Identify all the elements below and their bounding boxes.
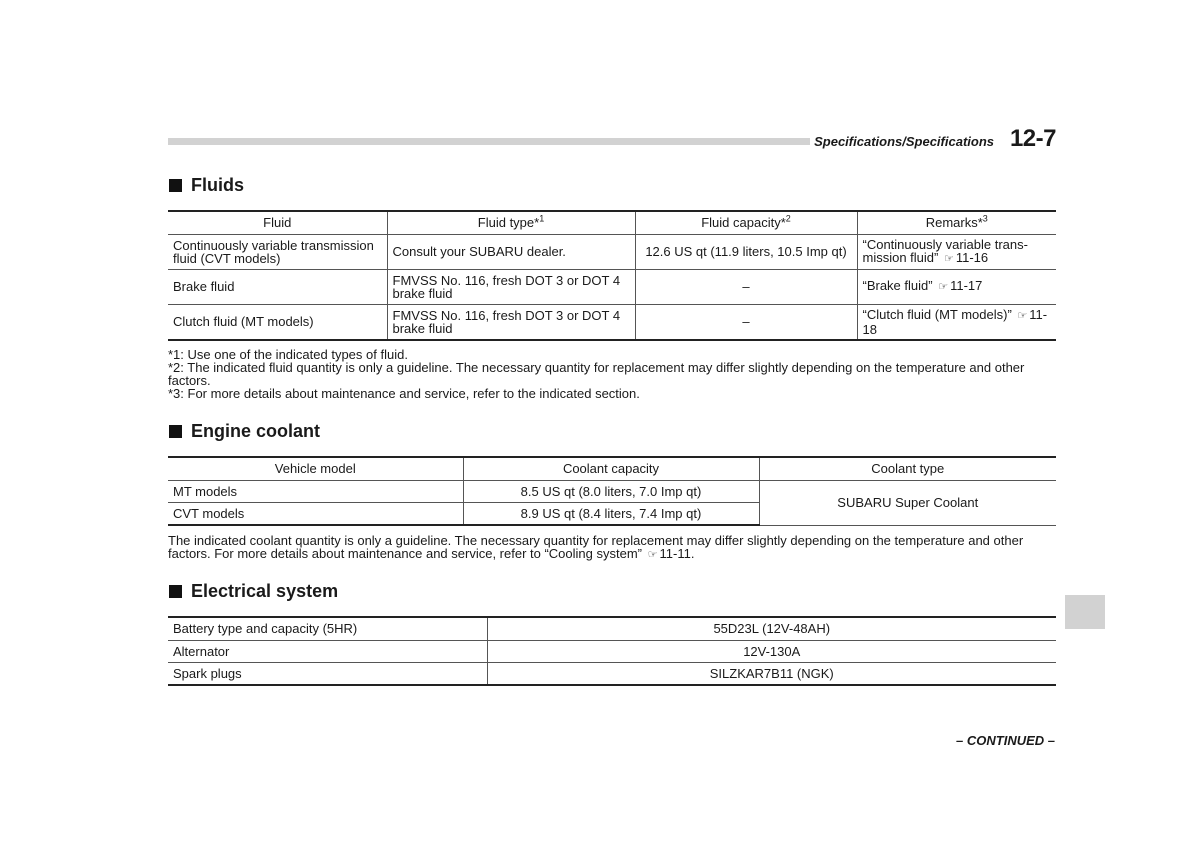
table-header-row — [168, 457, 1056, 480]
cell-spec-value: 55D23L (12V-48AH) — [487, 617, 1056, 640]
table-row — [168, 480, 1056, 502]
cell-fluid-type: FMVSS No. 116, fresh DOT 3 or DOT 4 brake fluid — [387, 304, 635, 340]
table-header-row — [168, 211, 1056, 234]
cell-fluid: Clutch fluid (MT models) — [168, 304, 387, 340]
reference-page: 11-11. — [659, 546, 695, 561]
cell-fluid: Brake fluid — [168, 269, 387, 304]
reference-page: 11-18 — [862, 306, 1048, 337]
table-row — [168, 640, 1056, 662]
continued-label: – CONTINUED – — [956, 733, 1055, 748]
table-row — [168, 269, 1056, 304]
coolant-note: The indicated coolant quantity is only a guideline. The necessary quantity for replacement may differ slightly depending on the temperature and other factors. For more details about maintenance and service, refer to “Cooling system” ☞ 11-11. — [168, 533, 1024, 561]
footnote-2: *2: The indicated fluid quantity is only a guideline. The necessary quantity for replacement may differ slightly depending on the temperature and other factors. — [168, 360, 1025, 388]
section-title-header: Specifications/Specifications — [814, 134, 994, 149]
table-row — [168, 234, 1056, 269]
reference-icon: ☞ — [647, 549, 658, 561]
section-square-icon — [169, 179, 182, 192]
table-row — [168, 617, 1056, 640]
table-row — [168, 304, 1056, 340]
cell-fluid: Continuously variable transmission fluid (CVT models) — [168, 234, 387, 269]
column-header-fluid-type: Fluid type*$^1$ — [387, 211, 635, 234]
electrical-heading: Electrical system — [169, 580, 338, 602]
cell-remarks: “Brake fluid” ☞ 11-17 — [857, 269, 1056, 304]
cell-coolant-capacity: 8.9 US qt (8.4 liters, 7.4 Imp qt) — [463, 502, 759, 525]
column-header-fluid: Fluid — [168, 211, 387, 234]
column-header-vehicle-model: Vehicle model — [168, 457, 463, 480]
cell-coolant-type: SUBARU Super Coolant — [759, 480, 1056, 525]
reference-page: 11-17 — [950, 278, 983, 293]
column-header-remarks: Remarks*$^3$ — [857, 211, 1056, 234]
cell-spec-label: Alternator — [168, 640, 487, 662]
electrical-table — [168, 616, 1056, 686]
cell-spec-value: 12V-130A — [487, 640, 1056, 662]
page-number: 12-7 — [1009, 125, 1056, 152]
coolant-heading: Engine coolant — [169, 420, 320, 442]
chapter-tab — [1065, 595, 1105, 629]
cell-fluid-type: Consult your SUBARU dealer. — [387, 234, 635, 269]
fluids-table — [168, 210, 1056, 341]
cell-vehicle-model: CVT models — [168, 502, 463, 525]
cell-vehicle-model: MT models — [168, 480, 463, 502]
reference-page: 11-16 — [955, 249, 989, 265]
cell-spec-label: Spark plugs — [168, 662, 487, 685]
cell-spec-value: SILZKAR7B11 (NGK) — [487, 662, 1056, 685]
column-header-coolant-capacity: Coolant capacity — [463, 457, 759, 480]
cell-coolant-capacity: 8.5 US qt (8.0 liters, 7.0 Imp qt) — [463, 480, 759, 502]
header-bar — [168, 138, 810, 145]
cell-fluid-type: FMVSS No. 116, fresh DOT 3 or DOT 4 brake fluid — [387, 269, 635, 304]
reference-icon: ☞ — [938, 281, 949, 293]
section-square-icon — [169, 585, 182, 598]
cell-remarks: “Clutch fluid (MT models)” ☞ 11-18 — [857, 304, 1056, 340]
reference-icon: ☞ — [1017, 309, 1028, 322]
fluids-notes — [168, 348, 1056, 400]
footnote-3: *3: For more details about maintenance and service, refer to the indicated section. — [168, 386, 640, 401]
reference-icon: ☞ — [943, 252, 954, 265]
cell-capacity: – — [635, 269, 857, 304]
cell-capacity: 12.6 US qt (11.9 liters, 10.5 Imp qt) — [635, 234, 857, 269]
section-square-icon — [169, 425, 182, 438]
cell-remarks: “Continuously variable trans-mission fluid” ☞ 11-16 — [857, 234, 1056, 269]
coolant-table — [168, 456, 1056, 526]
column-header-fluid-capacity: Fluid capacity*$^2$ — [635, 211, 857, 234]
cell-capacity: – — [635, 304, 857, 340]
column-header-coolant-type: Coolant type — [759, 457, 1056, 480]
cell-spec-label: Battery type and capacity (5HR) — [168, 617, 487, 640]
fluids-heading: Fluids — [169, 174, 244, 196]
table-row — [168, 662, 1056, 685]
footnote-1: *1: Use one of the indicated types of fluid. — [168, 347, 408, 362]
